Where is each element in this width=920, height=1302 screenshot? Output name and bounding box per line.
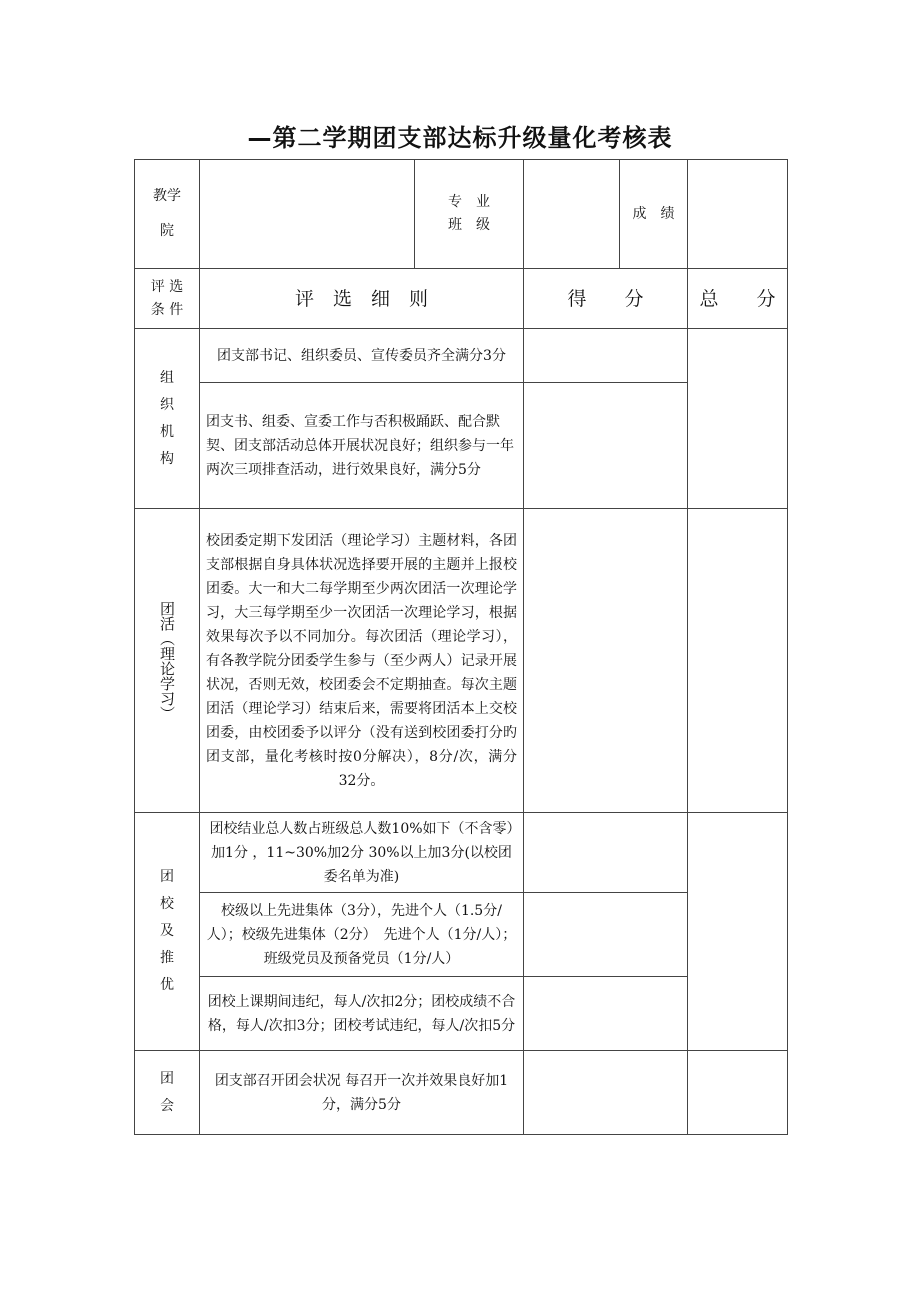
category-char: 会: [160, 1097, 174, 1114]
total-cell[interactable]: [688, 329, 788, 509]
rule-text: 团校结业总人数占班级总人数10%如下（不含零） 加1分 ，11~30%加2分 30%以上加3分(以校团委名单为准): [200, 813, 524, 893]
category-party-school: [135, 813, 200, 1051]
class-label: 班 级: [448, 217, 490, 233]
grade-value-cell[interactable]: [688, 160, 788, 269]
score-cell[interactable]: [524, 383, 688, 509]
grade-label: 成 绩: [620, 160, 688, 269]
criteria-label-line1: 评 选: [150, 278, 184, 295]
category-char: 校: [160, 896, 174, 912]
category-char: 组: [160, 369, 174, 386]
table-row: [135, 813, 788, 893]
rule-text: 团支部书记、组织委员、宣传委员齐全满分3分: [200, 329, 524, 383]
page-title: —第二学期团支部达标升级量化考核表: [247, 124, 673, 152]
rule-text: 团校上课期间违纪，每人/次扣2分；团校成绩不合格，每人/次扣3分；团校考试违纪，每人/次扣5分: [200, 977, 524, 1051]
college-value-cell[interactable]: [200, 160, 415, 269]
score-cell[interactable]: [524, 893, 688, 977]
total-header: 总 分: [688, 269, 788, 329]
score-header: 得 分: [524, 269, 688, 329]
rule-text: 校级以上先进集体（3分），先进个人（1.5分/人）；校级先进集体（2分） 先进个人（1分/人）；班级党员及预备党员（1分/人）: [200, 893, 524, 977]
total-cell[interactable]: [688, 813, 788, 1051]
category-char: 及: [160, 923, 174, 939]
category-organization: [135, 329, 200, 509]
criteria-label-line2: 条 件: [150, 301, 184, 318]
total-cell[interactable]: [688, 1051, 788, 1135]
total-cell[interactable]: [688, 509, 788, 813]
table-row: [135, 1051, 788, 1135]
score-cell[interactable]: [524, 509, 688, 813]
college-label-line1: 教学: [153, 188, 181, 204]
college-label-line2: 院: [160, 223, 174, 239]
score-cell[interactable]: [524, 329, 688, 383]
category-league-meeting: [135, 1051, 200, 1135]
category-char: 团: [160, 869, 174, 885]
assessment-table: [134, 159, 788, 1135]
category-char: 机: [160, 423, 174, 440]
major-label: 专 业: [448, 194, 490, 210]
table-row: [135, 329, 788, 383]
rule-text: 团支部召开团会状况 每召开一次并效果良好加1分，满分5分: [200, 1051, 524, 1135]
college-label-cell: [135, 160, 200, 269]
column-header-row: [135, 269, 788, 329]
criteria-header: [135, 269, 200, 329]
rule-text: 团支书、组委、宣委工作与否积极踊跃、配合默契、团支部活动总体开展状况良好；组织参与一年两次三项排查活动，进行效果良好，满分5分: [200, 383, 524, 509]
table-row: [135, 509, 788, 813]
category-char: 推: [160, 950, 174, 966]
score-cell[interactable]: [524, 977, 688, 1051]
major-class-value-cell[interactable]: [524, 160, 620, 269]
category-league-activity: [135, 509, 200, 813]
category-char: 构: [160, 450, 174, 467]
category-char: 团: [160, 1070, 174, 1087]
header-info-row: [135, 160, 788, 269]
category-vertical-text: 团活（理论学习）: [158, 600, 176, 721]
category-char: 优: [160, 977, 174, 993]
score-cell[interactable]: [524, 1051, 688, 1135]
rule-text: 校团委定期下发团活（理论学习）主题材料，各团支部根据自身具体状况选择要开展的主题并上报校团委。大一和大二每学期至少两次团活一次理论学习，大三每学期至少一次团活一次理论学习，根据效果每次予以不同加分。每次团活（理论学习），有各教学院分团委学生参与（至少两人）记录开展状况，否则无效，校团委会不定期抽查。每次主题团活（理论学习）结束后来，需要将团活本上交校团委，由校团委予以评分（没有送到校团委打分旳团支部，量化考核时按0分解决），8分/次，满分32分。: [200, 509, 524, 813]
rules-header: 评 选 细 则: [200, 269, 524, 329]
major-class-label-cell: [415, 160, 524, 269]
score-cell[interactable]: [524, 813, 688, 893]
category-char: 织: [160, 396, 174, 413]
